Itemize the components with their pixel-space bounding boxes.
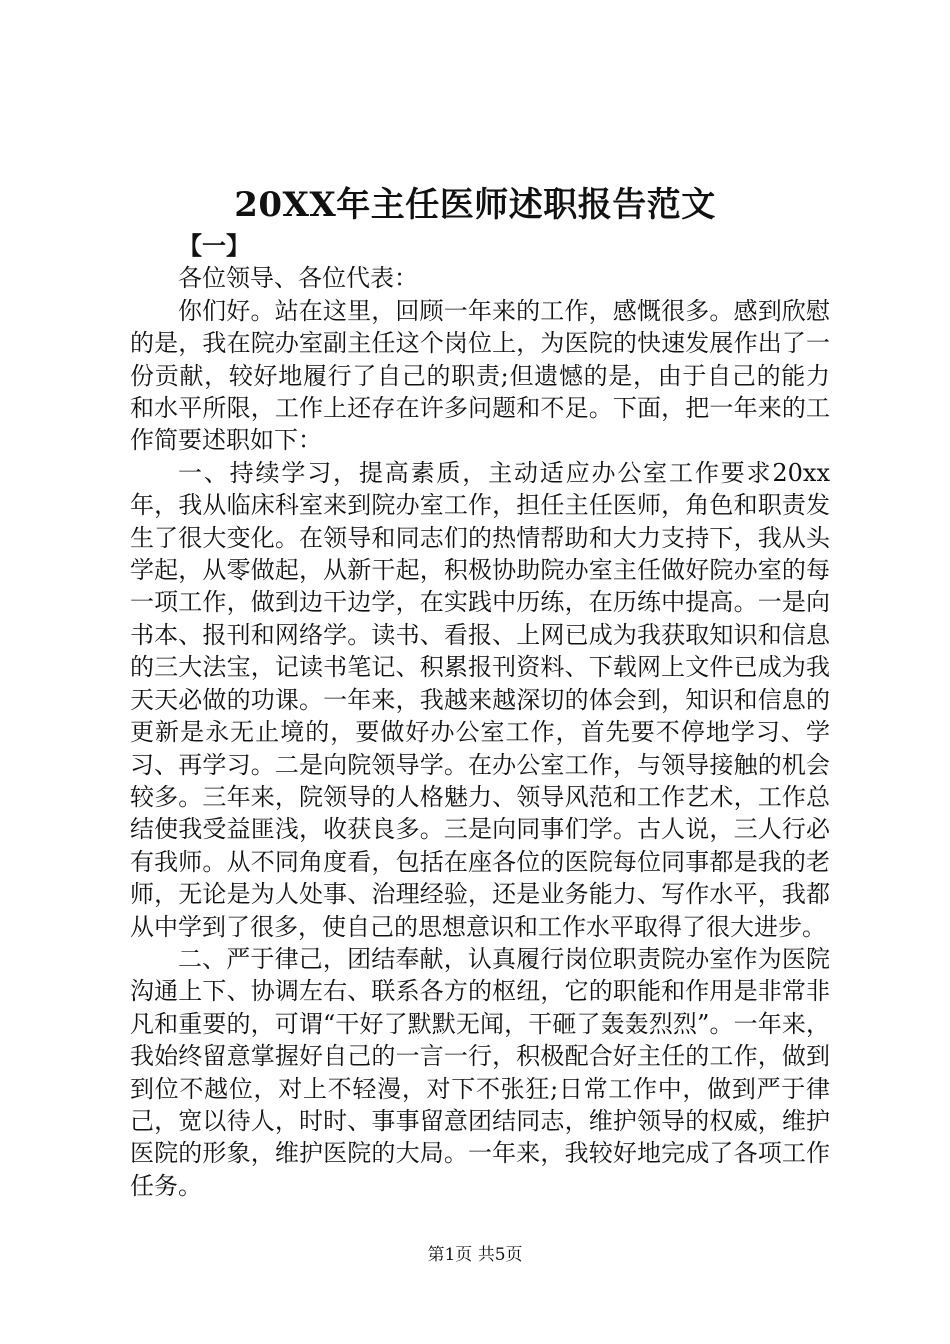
section-one-paragraph: 一、持续学习，提高素质，主动适应办公室工作要求20xx年，我从临床科室来到院办室工作，担任主任医师，角色和职责发生了很大变化。在领导和同志们的热情帮助和大力支持下，我从头学起，从零做起，从新干起，积极协助院办室主任做好院办室的每一项工作，做到边干边学，在实践中历练，在历练中提高。一是向书本、报刊和网络学。读书、看报、上网已成为我获取知识和信息的三大法宝，记读书笔记、积累报刊资料、下载网上文件已成为我天天必做的功课。一年来，我越来越深切的体会到，知识和信息的更新是永无止境的，要做好办公室工作，首先要不停地学习、学习、再学习。二是向院领导学。在办公室工作，与领导接触的机会较多。三年来，院领导的人格魅力、领导风范和工作艺术，工作总结使我受益匪浅，收获良多。三是向同事们学。古人说，三人行必有我师。从不同角度看，包括在座各位的医院每位同事都是我的老师，无论是为人处事、治理经验，还是业务能力、写作水平，我都从中学到了很多，使自己的思想意识和工作水平取得了很大进步。 bbox=[130, 458, 830, 941]
document-title: 20XX年主任医师述职报告范文 bbox=[234, 185, 716, 225]
section-two-paragraph: 二、严于律己，团结奉献，认真履行岗位职责院办室作为医院沟通上下、协调左右、联系各方的枢纽，它的职能和作用是非常非凡和重要的，可谓“干好了默默无闻，干砸了轰轰烈烈”。一年来，我始终留意掌握好自己的一言一行，积极配合好主任的工作，做到到位不越位，对上不轻漫，对下不张狂;日常工作中，做到严于律己，宽以待人，时时、事事留意团结同志，维护领导的权威，维护医院的形象，维护医院的大局。一年来，我较好地完成了各项工作任务。 bbox=[130, 944, 830, 1200]
intro-paragraph: 你们好。站在这里，回顾一年来的工作，感慨很多。感到欣慰的是，我在院办室副主任这个岗位上，为医院的快速发展作出了一份贡献，较好地履行了自己的职责;但遗憾的是，由于自己的能力和水平所限，工作上还存在许多问题和不足。下面，把一年来的工作简要述职如下： bbox=[130, 296, 830, 455]
salutation-paragraph: 各位领导、各位代表： bbox=[178, 264, 418, 293]
document-body bbox=[130, 230, 830, 1202]
page-footer: 第1页 共5页 bbox=[427, 1245, 523, 1265]
section-label: 【一】 bbox=[178, 231, 250, 260]
